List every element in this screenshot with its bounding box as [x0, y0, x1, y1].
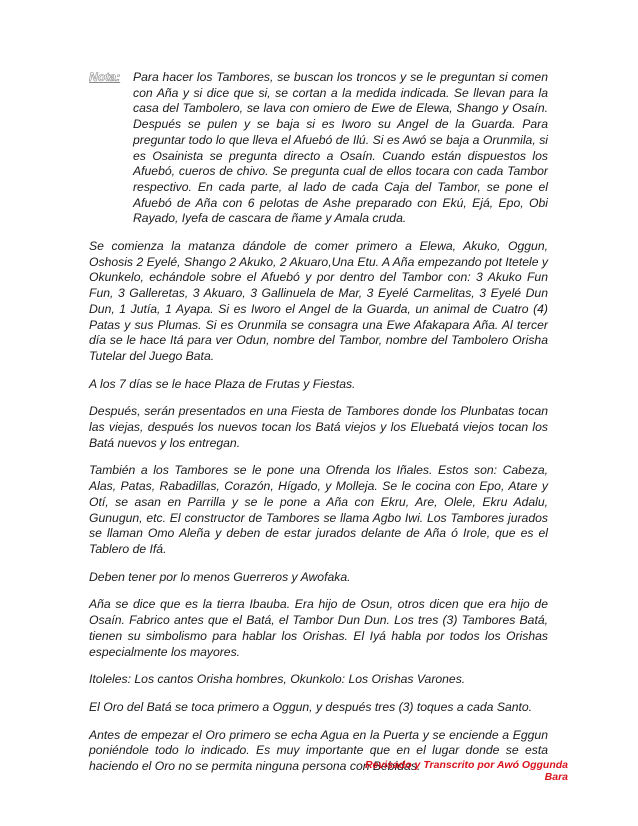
signature: Revisado y Transcrito por Awó Oggunda Bara: [364, 759, 568, 783]
note-label: Nota:: [89, 70, 121, 84]
paragraph-fruit-plaza: A los 7 días se le hace Plaza de Frutas y Fiestas.: [89, 376, 356, 391]
paragraph-oro-order: El Oro del Batá se toca primero a Oggun, y después tres (3) toques a cada Santo.: [89, 699, 533, 714]
paragraph-sacrifice: Se comienza la matanza dándole de comer primero a Elewa, Akuko, Oggun, Oshosis 2 Eyelé, Shango 2 Akuko, 2 Akuaro,Una Etu. A Aña empezando pot Itetele y Okunkelo, echándole sobre el Afuebó y por dentro del Tambor con: 3 Akuko Fun Fun, 3 Galleretas, 3 Akuaro, 3 Gallinuela de Mar, 3 Eyelé Carmelitas, 3 Eyelé Dun Dun, 1 Jutía, 1 Ayapa. Si es Iworo el Angel de la Guarda, un animal de Cuatro (4) Patas y sus Plumas. Si es Orunmila se consagra una Ewe Afakapara Aña. Al tercer día se le hace Itá para ver Odun, nombre del Tambor, nombre del Tambolero Orisha Tutelar del Juego Bata.: [89, 239, 548, 363]
paragraph-itoleles: Itoleles: Los cantos Orisha hombres, Okunkolo: Los Orishas Varones.: [89, 672, 466, 687]
note-block: [89, 70, 548, 227]
paragraph-oro-start: Antes de empezar el Oro primero se echa Agua en la Puerta y se enciende a Eggun poniéndole todo lo indicado. Es muy importante que en el lugar donde se esta haciendo el Oro no se permita ninguna persona con Bebidas.: [89, 727, 548, 774]
note-text: Para hacer los Tambores, se buscan los troncos y se le preguntan si comen con Aña y si dice que si, se cortan a la medida indicada. Se llevan para la casa del Tambolero, se lava con omiero de Ewe de Elewa, Shango y Osaín. Después se pulen y se baja si es Iworo su Angel de la Guarda. Para preguntar todo lo que lleva el Afuebó de Ilú. Si es Awó se baja a Orunmila, si es Osainista se pregunta directo a Osaín. Cuando están dispuestos los Afuebó, cueros de chivo. Se pregunta cual de ellos tocara con cada Tambor respectivo. En cada parte, al lado de cada Caja del Tambor, se pone el Afuebó de Aña con 6 pelotas de Ashe preparado con Ekú, Ejá, Epo, Obi Rayado, Iyefa de cascara de ñame y Amala cruda.: [133, 70, 548, 226]
paragraph-ana-origin: Aña se dice que es la tierra Ibauba. Era hijo de Osun, otros dicen que era hijo de Osaín. Fabrico antes que el Batá, el Tambor Dun Dun. Los tres (3) Tambores Batá, tienen su simbolismo para hablar los Orishas. El Iyá habla por todos los Orishas especialmente los mayores.: [89, 597, 548, 659]
paragraph-warriors: Deben tener por lo menos Guerreros y Awofaka.: [89, 569, 351, 584]
paragraph-offering: También a los Tambores se le pone una Ofrenda los Iñales. Estos son: Cabeza, Alas, Patas, Rabadillas, Corazón, Hígado, y Molleja. Se le cocina con Epo, Atare y Otí, se asan en Parrilla y se le pone a Aña con Ekru, Are, Olele, Ekru Adalu, Gunugun, etc. El constructor de Tambores se llama Agbo Iwi. Los Tambores jurados se llaman Omo Aleña y deben de estar jurados delante de Aña ó Irole, que es el Tablero de Ifá.: [89, 463, 548, 556]
paragraph-presentation: Después, serán presentados en una Fiesta de Tambores donde los Plunbatas tocan las viejas, después los nuevos tocan los Batá viejos y los Eluebatá viejos tocan los Batá nuevos y los entregan.: [89, 404, 548, 450]
document-body: [89, 70, 548, 775]
